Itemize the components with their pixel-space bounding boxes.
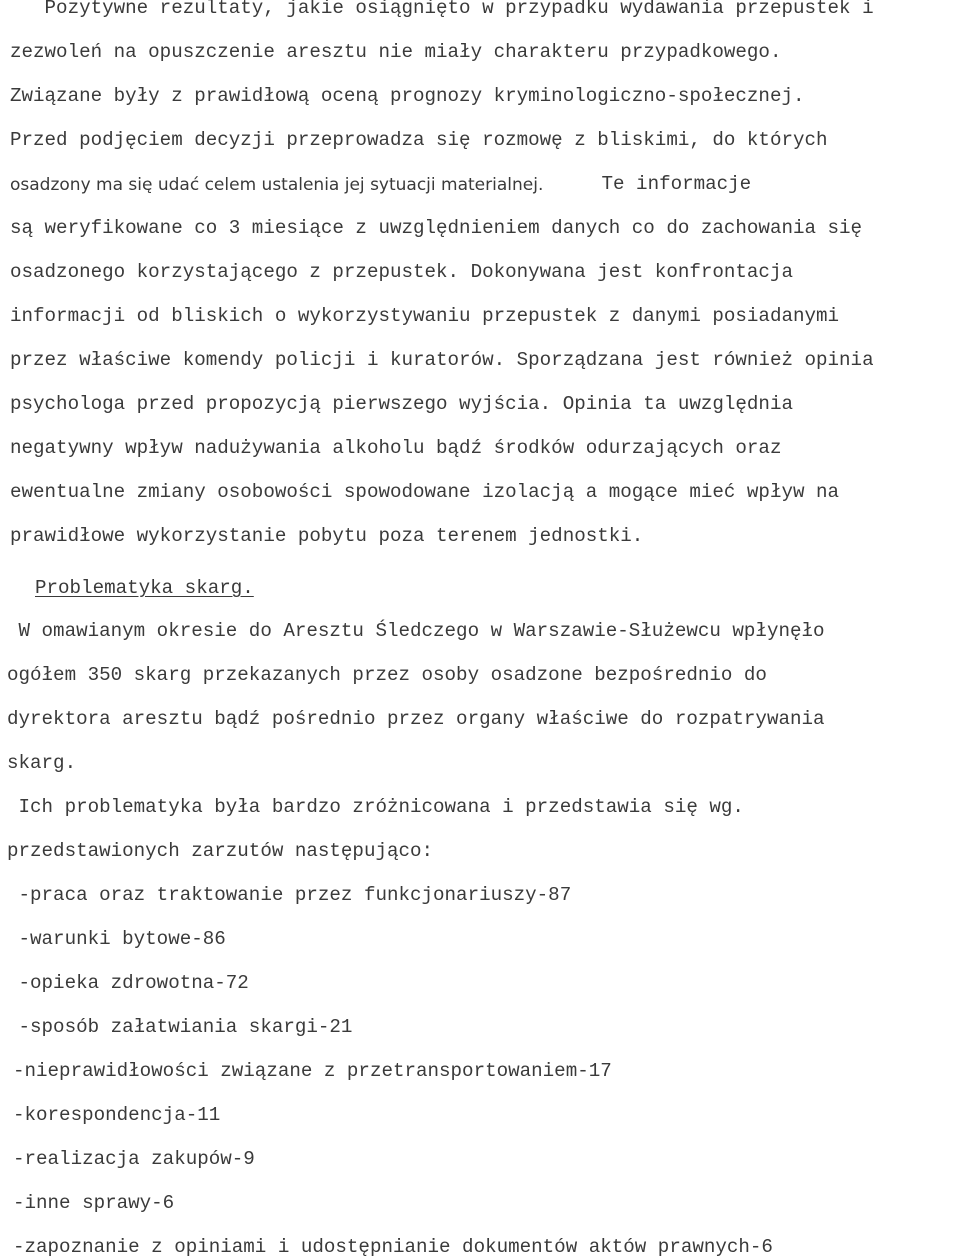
paragraph-line: informacji od bliskich o wykorzystywaniu przepustek z danymi posiadanymi [10,305,840,327]
paragraph-line: W omawianym okresie do Aresztu Śledczego w Warszawie-Służewcu wpłynęło [7,620,825,642]
paragraph-line: psychologa przed propozycją pierwszego wyjścia. Opinia ta uwzględnia [10,393,793,415]
paragraph-line: przez właściwe komendy policji i kuratorów. Sporządzana jest również opinia [10,349,874,371]
paragraph-line: ewentualne zmiany osobowości spowodowane izolacją a mogące mieć wpływ na [10,481,840,503]
paragraph-line: osadzonego korzystającego z przepustek. Dokonywana jest konfrontacja [10,261,793,283]
paragraph-line: Przed podjęciem decyzji przeprowadza się rozmowę z bliskimi, do których [10,129,828,151]
list-item: -sposób załatwiania skargi-21 [7,1016,353,1038]
paragraph-line: przedstawionych zarzutów następująco: [7,840,434,862]
list-item: -warunki bytowe-86 [7,928,226,950]
paragraph-line: Ich problematyka była bardzo zróżnicowana i przedstawia się wg. [7,796,744,818]
list-item: -realizacja zakupów-9 [13,1148,255,1170]
paragraph-line: zezwoleń na opuszczenie aresztu nie miały charakteru przypadkowego. [10,41,782,63]
paragraph-line: Związane były z prawidłową oceną prognozy kryminologiczno-społecznej. [10,85,805,107]
list-item: -nieprawidłowości związane z przetransportowaniem-17 [13,1060,612,1082]
paragraph-line: prawidłowe wykorzystanie pobytu poza terenem jednostki. [10,525,644,547]
list-item: -opieka zdrowotna-72 [7,972,249,994]
list-item: -zapoznanie z opiniami i udostępnianie dokumentów aktów prawnych-6 [13,1236,773,1258]
list-item: -inne sprawy-6 [13,1192,175,1214]
list-item: -korespondencja-11 [13,1104,221,1126]
paragraph-line: ogółem 350 skarg przekazanych przez osoby osadzone bezpośrednio do [7,664,767,686]
paragraph-line: Pozytywne rezultaty, jakie osiągnięto w przypadku wydawania przepustek i [10,0,874,19]
paragraph-line: są weryfikowane co 3 miesiące z uwzględnieniem danych co do zachowania się [10,217,863,239]
paragraph-line: skarg. [7,752,77,774]
section-heading: Problematyka skarg. [35,577,254,599]
paragraph-line: osadzony ma się udać celem ustalenia jej sytuacji materialnej. [10,175,544,195]
paragraph-line: dyrektora aresztu bądź pośrednio przez organy właściwe do rozpatrywania [7,708,825,730]
list-item: -praca oraz traktowanie przez funkcjonariuszy-87 [7,884,572,906]
paragraph-line: negatywny wpływ nadużywania alkoholu bądź środków odurzających oraz [10,437,782,459]
paragraph-line: Te informacje [590,173,752,195]
